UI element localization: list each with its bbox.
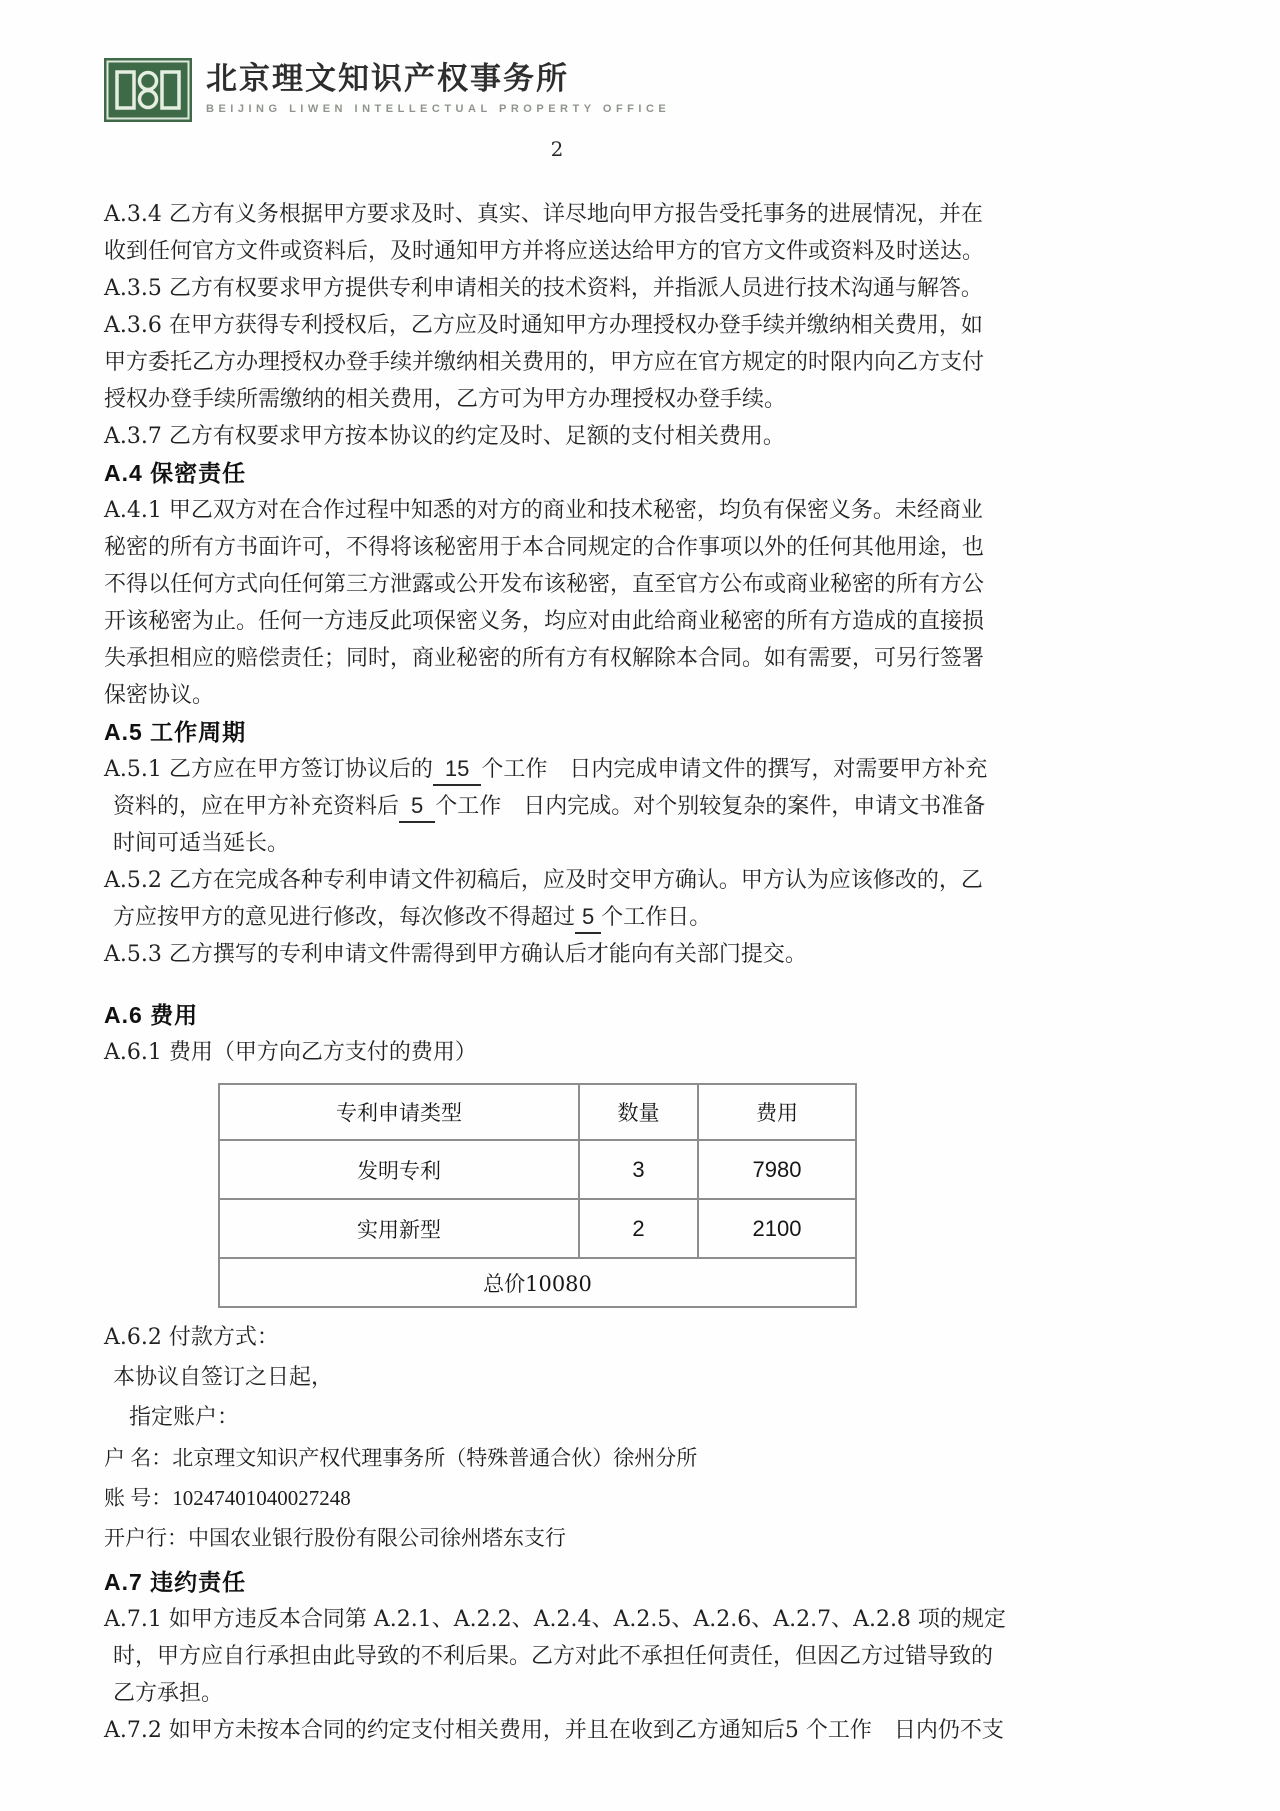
clause-a71-line2: 时，甲方应自行承担由此导致的不利后果。乙方对此不承担任何责任，但因乙方过错导致的 — [113, 1644, 994, 1669]
clause-a53-line1: A.5.3 乙方撰写的专利申请文件需得到甲方确认后才能向有关部门提交。 — [104, 942, 807, 967]
clause-a41-line5: 失承担相应的赔偿责任；同时，商业秘密的所有方有权解除本合同。如有需要，可另行签署 — [104, 646, 985, 671]
clause-a36-line3: 授权办登手续所需缴纳的相关费用，乙方可为甲方办理授权办登手续。 — [104, 387, 787, 412]
section-heading-a7: A.7 违约责任 — [104, 1569, 247, 1595]
account-holder-name: 户 名：北京理文知识产权代理事务所（特殊普通合伙）徐州分所 — [104, 1446, 698, 1470]
clause-a52-line1: A.5.2 乙方在完成各种专利申请文件初稿后，应及时交甲方确认。甲方认为应该修改的，乙 — [104, 868, 983, 893]
clause-a52-line2-text: 方应按甲方的意见进行修改，每次修改不得超过 — [113, 905, 576, 930]
company-logo-icon — [104, 58, 192, 122]
fee-table-total: 总价10080 — [219, 1258, 856, 1307]
fee-table-row-utility — [219, 1199, 856, 1258]
fee-cell-utility-type: 实用新型 — [219, 1199, 579, 1258]
account-number: 账 号：10247401040027248 — [104, 1486, 351, 1510]
bank-account-block — [104, 1438, 1010, 1558]
letterhead-text — [206, 58, 670, 116]
clause-a41-line1: A.4.1 甲乙双方对在合作过程中知悉的对方的商业和技术秘密，均负有保密义务。未经商业 — [104, 498, 983, 523]
clause-a37-line1: A.3.7 乙方有权要求甲方按本协议的约定及时、足额的支付相关费用。 — [104, 424, 785, 449]
clause-a51-line1-rest: 个工作 日内完成申请文件的撰写，对需要甲方补充 — [481, 757, 988, 782]
clause-a51-line1-text: A.5.1 乙方应在甲方签订协议后的 — [104, 757, 433, 782]
page-number: 2 — [550, 137, 564, 161]
company-name-english: BEIJING LIWEN INTELLECTUAL PROPERTY OFFICE — [206, 103, 671, 115]
clause-a51-line2 — [104, 788, 1010, 825]
clause-a51-line2-rest: 个工作 日内完成。对个别较复杂的案件，申请文书准备 — [435, 794, 986, 819]
clause-a36-line2: 甲方委托乙方办理授权办登手续并缴纳相关费用的，甲方应在官方规定的时限内向乙方支付 — [104, 350, 985, 375]
clause-a71-line1: A.7.1 如甲方违反本合同第 A.2.1、A.2.2、A.2.4、A.2.5、A.2.6、A.2.7、A.2.8 项的规定 — [104, 1607, 1006, 1632]
clause-a51-line1 — [104, 751, 1010, 788]
fee-cell-invention-qty: 3 — [579, 1140, 698, 1199]
fee-table-row-invention — [219, 1140, 856, 1199]
clause-a62-heading: A.6.2 付款方式： — [104, 1325, 279, 1350]
fee-cell-invention-fee: 7980 — [698, 1140, 856, 1199]
fee-table-header-type: 专利申请类型 — [219, 1084, 579, 1140]
fee-cell-utility-qty: 2 — [579, 1199, 698, 1258]
blank-filled-days-15: 15 — [433, 754, 481, 786]
clause-a71-line3: 乙方承担。 — [113, 1681, 224, 1706]
fee-table-header-fee: 费用 — [698, 1084, 856, 1140]
fee-table — [218, 1083, 857, 1308]
letterhead — [104, 58, 1010, 124]
clause-a72-line1: A.7.2 如甲方未按本合同的约定支付相关费用，并且在收到乙方通知后5 个工作 日内仍不支 — [104, 1718, 1004, 1743]
section-heading-a5: A.5 工作周期 — [104, 719, 247, 745]
payment-section — [104, 1318, 1010, 1438]
account-bank-branch: 开户行：中国农业银行股份有限公司徐州塔东支行 — [104, 1526, 566, 1550]
company-name: 北京理文知识产权事务所 — [206, 61, 569, 97]
clause-a41-line6: 保密协议。 — [104, 683, 215, 708]
clause-a61-line1: A.6.1 费用（甲方向乙方支付的费用） — [104, 1040, 477, 1065]
clause-a62-line2: 指定账户： — [129, 1405, 240, 1430]
fee-cell-utility-fee: 2100 — [698, 1199, 856, 1258]
fee-table-total-row — [219, 1258, 856, 1307]
clause-a41-line3: 不得以任何方式向任何第三方泄露或公开发布该秘密，直至官方公布或商业秘密的所有方公 — [104, 572, 985, 597]
clause-a51-line3: 时间可适当延长。 — [113, 831, 290, 856]
clause-a34-line2: 收到任何官方文件或资料后，及时通知甲方并将应送达给甲方的官方文件或资料及时送达。 — [104, 239, 985, 264]
clause-a52-line2 — [104, 899, 1010, 936]
blank-filled-days-5: 5 — [399, 791, 435, 823]
clause-a41-line2: 秘密的所有方书面许可，不得将该秘密用于本合同规定的合作事项以外的任何其他用途，也 — [104, 535, 985, 560]
blank-filled-revisions-5: 5 — [575, 902, 601, 934]
clause-a62-line1: 本协议自签订之日起， — [113, 1365, 334, 1390]
fee-table-header-row — [219, 1084, 856, 1140]
document-body — [104, 196, 1010, 1749]
clause-a41-line4: 开该秘密为止。任何一方违反此项保密义务，均应对由此给商业秘密的所有方造成的直接损 — [104, 609, 985, 634]
clause-a51-line2-text: 资料的，应在甲方补充资料后 — [113, 794, 400, 819]
clause-a34-line1: A.3.4 乙方有义务根据甲方要求及时、真实、详尽地向甲方报告受托事务的进展情况，并在 — [104, 202, 983, 227]
clause-a36-line1: A.3.6 在甲方获得专利授权后，乙方应及时通知甲方办理授权办登手续并缴纳相关费用，如 — [104, 313, 983, 338]
clause-a35-line1: A.3.5 乙方有权要求甲方提供专利申请相关的技术资料，并指派人员进行技术沟通与解答。 — [104, 276, 983, 301]
fee-table-header-qty: 数量 — [579, 1084, 698, 1140]
section-heading-a6: A.6 费用 — [104, 1002, 199, 1028]
clause-a52-line2-rest: 个工作日。 — [601, 905, 712, 930]
fee-cell-invention-type: 发明专利 — [219, 1140, 579, 1199]
section-heading-a4: A.4 保密责任 — [104, 460, 247, 486]
